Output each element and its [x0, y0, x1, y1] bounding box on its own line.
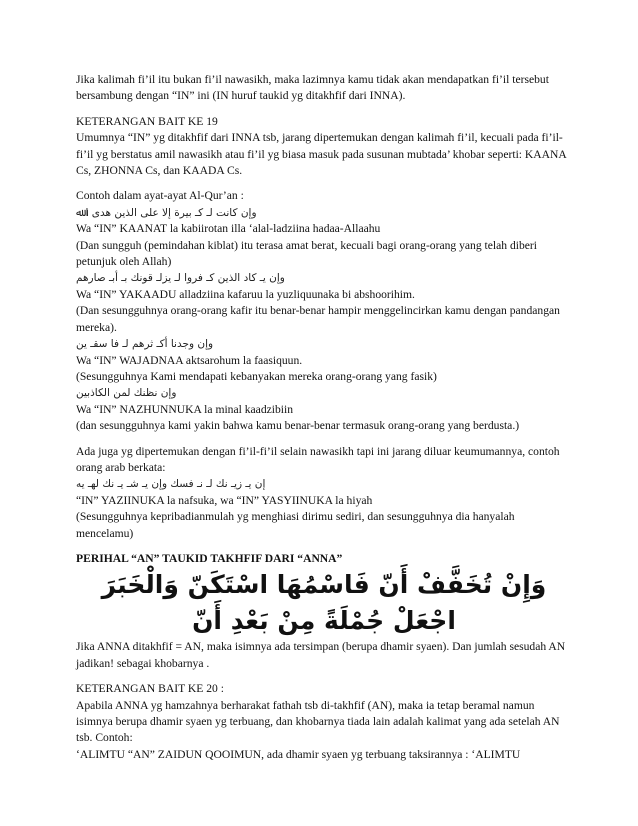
paragraph-intro: Jika kalimah fi’il itu bukan fi’il nawasikh, maka lazimnya kamu tidak akan mendapatkan fi’il tersebut bersambung dengan “IN” ini (IN huruf taukid yg ditakhfif dari INNA). — [76, 73, 549, 103]
arabic-verse: وَإِنْ تُخَفَّفْ أَنّ فَاسْمُهَا اسْتَكَنّ وَالْخَبَرَ اجْعَلْ جُمْلَةً مِنْ بَعْدِ أَنّ — [101, 570, 547, 636]
latin-example-5: “IN” YAZIINUKA la nafsuka, wa “IN” YASYIINUKA la hiyah — [76, 493, 373, 507]
latin-example-1: Wa “IN” KAANAT la kabiirotan illa ‘alal-ladziina hadaa-Allaahu — [76, 222, 381, 236]
latin-example-3: Wa “IN” WAJADNAA aktsarohum la faasiquun. — [76, 353, 303, 367]
paragraph-bait-19: Umumnya “IN” yg ditakhfif dari INNA tsb, jarang dipertemukan dengan kalimah fi’il, kecuali pada fi’il-fi’il yg berstatus amil nawasikh atau fi’il yg biasa masuk pada susunan mubtada’ khobar seperti: KAANA Cs, ZHONNA Cs, dan KAADA Cs. — [76, 131, 567, 178]
arabic-example-5: إن يـ زيـ نك لـ نـ فسك وإن يـ شـ يـ نك لهـ يه — [76, 478, 266, 491]
arabic-example-2: وإن يـ كاد الذين كـ فروا لـ يزلـ قونك بـ أبـ صارهم — [76, 272, 285, 285]
document-page — [76, 72, 572, 763]
arabic-example-3: وإن وجدنا أكـ ثرهم لـ فا سقـ ين — [76, 338, 214, 351]
paragraph-anna: Jika ANNA ditakhfif = AN, maka isimnya ada tersimpan (berupa dhamir syaen). Dan jumlah sesudah AN jadikan! sebagai khobarnya . — [76, 640, 566, 670]
translation-example-1: (Dan sungguh (pemindahan kiblat) itu terasa amat berat, kecuali bagi orang-orang yang telah diberi petunjuk oleh Allah) — [76, 238, 538, 269]
paragraph-bait-20: Apabila ANNA yg hamzahnya berharakat fathah tsb di-takhfif (AN), maka ia tetap beramal namun isimnya berupa dhamir syaen yg terbuang, dan khobarnya tiada lain adalah kalimat yang ada setelah AN tsb. Contoh: — [76, 698, 560, 745]
heading-perihal-an: PERIHAL “AN” TAUKID TAKHFIF DARI “ANNA” — [76, 551, 343, 565]
arabic-example-1: وإن كانت لـ كـ بيرة إلا على الذين هدى ا ﷲ — [76, 206, 257, 219]
latin-example-2: Wa “IN” YAKAADU alladziina kafaruu la yuzliquunaka bi abshoorihim. — [76, 287, 415, 301]
arabic-example-4: وإن نظنك لمن الكاذبين — [76, 387, 177, 400]
translation-example-4: (dan sesungguhnya kami yakin bahwa kamu benar-benar termasuk orang-orang yang berdusta.) — [76, 419, 520, 433]
paragraph-ada-juga: Ada juga yg dipertemukan dengan fi’il-fi’il selain nawasikh tapi ini jarang diluar keumumannya, contoh orang arab berkata: — [76, 444, 560, 474]
translation-example-5: (Sesungguhnya kepribadianmulah yg menghiasi dirimu sediri, dan sesungguhnya dia hanyalah mencelamu) — [76, 510, 515, 540]
heading-bait-20: KETERANGAN BAIT KE 20 : — [76, 682, 224, 696]
heading-bait-19: KETERANGAN BAIT KE 19 — [76, 114, 218, 128]
heading-contoh: Contoh dalam ayat-ayat Al-Qur’an : — [76, 189, 244, 203]
translation-example-3: (Sesungguhnya Kami mendapati kebanyakan mereka orang-orang yang fasik) — [76, 369, 437, 383]
latin-example-4: Wa “IN” NAZHUNNUKA la minal kaadzibiin — [76, 402, 294, 416]
translation-example-2: (Dan sesungguhnya orang-orang kafir itu benar-benar hampir menggelincirkan kamu dengan pandangan mereka). — [76, 304, 560, 334]
paragraph-last-line: ‘ALIMTU “AN” ZAIDUN QOOIMUN, ada dhamir syaen yg terbuang taksirannya : ‘ALIMTU — [76, 747, 521, 761]
